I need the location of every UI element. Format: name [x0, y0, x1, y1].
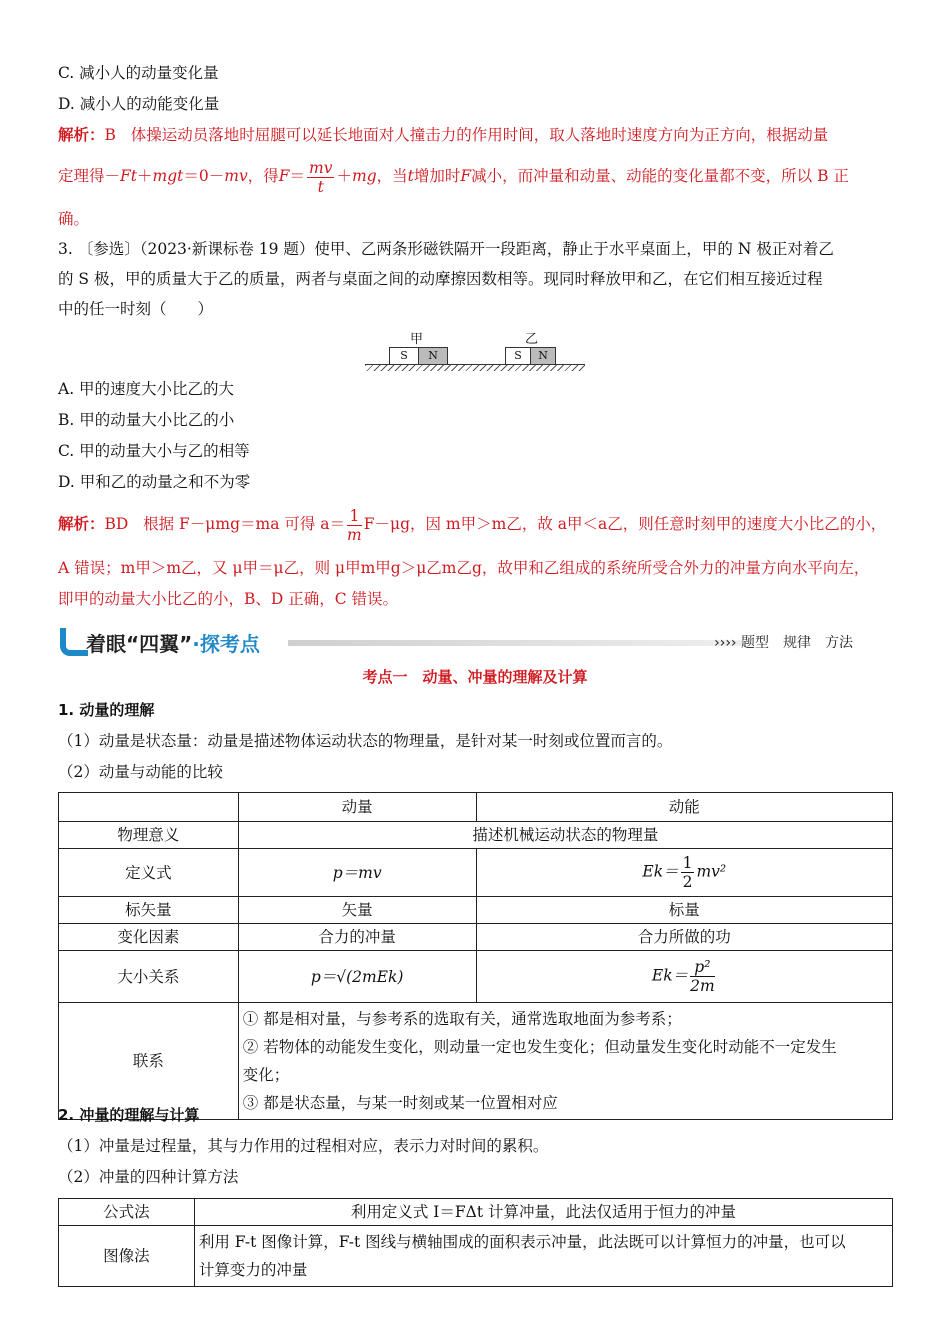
fraction-1-over-m — [347, 507, 362, 544]
q2-answer-line-2 — [58, 158, 892, 196]
table-head-momentum: 动量 — [238, 793, 476, 822]
formula-ek: Ek＝ — [642, 862, 679, 881]
table-text-1: 利用 F-t 图像计算，F-t 图线与横轴围成的面积表示冲量，此法既可以计算恒力的冲量，也可以 — [198, 1233, 846, 1251]
table-cell — [238, 1003, 892, 1120]
row-label: 定义式 — [59, 849, 239, 897]
row-label: 大小关系 — [59, 951, 239, 1003]
table-cell: 标量 — [476, 897, 892, 924]
link-item-2-cont: 变化； — [242, 1066, 290, 1084]
q3-option-c: C. 甲的动量大小与乙的相等 — [58, 442, 250, 460]
fraction-p2-over-2m — [690, 958, 715, 995]
banner-title — [86, 628, 260, 657]
banner-title-3: ·探考点 — [192, 632, 260, 656]
banner-right: ›››› 题型 规律 方法 — [714, 635, 853, 651]
math-mg: mg — [352, 167, 377, 185]
row-label: 图像法 — [59, 1226, 195, 1287]
magnet-a-north: N — [418, 347, 448, 365]
banner-hook-icon — [60, 628, 88, 656]
table-cell: 矢量 — [238, 897, 476, 924]
frac-num: 1 — [682, 854, 693, 872]
q3-stem-3: 中的任一时刻（ ） — [58, 300, 214, 318]
table-cell — [476, 951, 892, 1003]
answer-text: 根据 F－μmg＝ma 可得 a＝ — [143, 515, 346, 533]
section-heading: 考点一 动量、冲量的理解及计算 — [362, 668, 588, 686]
label-yi: 乙 — [525, 332, 539, 347]
q2-answer-line-3: 确。 — [58, 210, 90, 228]
table-cell — [238, 951, 476, 1003]
table-cell: 合力的冲量 — [238, 924, 476, 951]
answer-text: 定理得－ — [58, 167, 121, 185]
heading-2: 2. 冲量的理解与计算 — [58, 1106, 200, 1124]
magnet-a-south: S — [389, 347, 419, 365]
table-cell — [238, 849, 476, 897]
table-head-empty — [59, 793, 239, 822]
frac-num: 1 — [347, 507, 362, 526]
answer-text: ，得 — [247, 167, 279, 185]
option-d: D. 减小人的动能变化量 — [58, 95, 220, 113]
frac-den: 2 — [682, 873, 693, 891]
answer-text: ，当 — [376, 167, 408, 185]
frac-den: 2m — [690, 977, 715, 995]
answer-text: ＋ — [336, 167, 352, 185]
q3-option-d: D. 甲和乙的动量之和不为零 — [58, 473, 251, 491]
math-f: F — [460, 167, 472, 185]
frac-den: m — [347, 525, 362, 544]
table-cell: 利用定义式 I＝FΔt 计算冲量，此法仅适用于恒力的冲量 — [194, 1199, 892, 1226]
q3-answer-line-2: A 错误；m甲＞m乙，又 μ甲＝μ乙，则 μ甲m甲g＞μ乙m乙g，故甲和乙组成的系统所受合外力的冲量方向水平向左， — [58, 559, 870, 577]
math-mv: mv — [224, 167, 248, 185]
answer-label: 解析： — [58, 514, 105, 533]
formula-mv2: mv² — [696, 862, 727, 881]
banner-title-1: 着眼 — [86, 632, 126, 656]
magnets-figure — [365, 328, 585, 374]
banner-bar — [288, 640, 743, 646]
comparison-table — [58, 792, 893, 1120]
q3-stem-1: 3. 〔参选〕（2023·新课标卷 19 题）使甲、乙两条形磁铁隔开一段距离，静止于水平桌面上，甲的 N 极正对着乙 — [58, 240, 834, 258]
frac-num: mv — [309, 158, 333, 177]
option-c: C. 减小人的动量变化量 — [58, 64, 219, 82]
para-1: （1）动量是状态量：动量是描述物体运动状态的物理量，是针对某一时刻或位置而言的。 — [58, 732, 673, 750]
fraction-half — [681, 854, 695, 891]
banner-title-2: “四翼” — [126, 632, 193, 656]
answer-text: F－μg，因 m甲＞m乙，故 a甲＜a乙，则任意时刻甲的速度大小比乙的小， — [363, 515, 887, 533]
frac-den: t — [317, 177, 324, 196]
table-cell: 描述机械运动状态的物理量 — [238, 822, 892, 849]
q3-answer-line-1 — [58, 506, 892, 544]
answer-key: BD — [104, 515, 129, 533]
section-banner — [58, 624, 893, 660]
answer-text: 增加时 — [413, 167, 461, 185]
answer-text: ＝ — [289, 167, 306, 185]
row-label: 变化因素 — [59, 924, 239, 951]
q3-option-b: B. 甲的动量大小比乙的小 — [58, 411, 235, 429]
math-t: t — [407, 167, 414, 185]
para-3: （1）冲量是过程量，其与力作用的过程相对应，表示力对时间的累积。 — [58, 1137, 549, 1155]
q3-option-a: A. 甲的速度大小比乙的大 — [58, 380, 235, 398]
magnet-b-north: N — [530, 347, 556, 365]
link-item-1: ① 都是相对量，与参考系的选取有关，通常选取地面为参考系； — [242, 1010, 682, 1028]
link-item-2: ② 若物体的动能发生变化，则动量一定也发生变化；但动量发生变化时动能不一定发生 — [242, 1038, 837, 1056]
fraction-mv-over-t — [307, 159, 334, 196]
row-label: 联系 — [59, 1003, 239, 1120]
label-jia: 甲 — [410, 332, 424, 347]
math-ft: Ft — [120, 167, 137, 185]
math-f: F — [278, 167, 290, 185]
para-4: （2）冲量的四种计算方法 — [58, 1168, 239, 1186]
answer-text: 体操运动员落地时屈腿可以延长地面对人撞击力的作用时间，取人落地时速度方向为正方向，根据动量 — [130, 126, 829, 144]
answer-key: B — [104, 126, 116, 144]
magnet-b-south: S — [505, 347, 531, 365]
link-item-3: ③ 都是状态量，与某一时刻或某一位置相对应 — [242, 1094, 558, 1112]
row-label: 标矢量 — [59, 897, 239, 924]
q3-answer-line-3: 即甲的动量大小比乙的小，B、D 正确，C 错误。 — [58, 590, 399, 608]
formula-ek: Ek＝ — [651, 966, 689, 985]
table-hatching — [365, 365, 585, 371]
impulse-method-table — [58, 1198, 893, 1287]
heading-1: 1. 动量的理解 — [58, 701, 155, 719]
q3-stem-2: 的 S 极，甲的质量大于乙的质量，两者与桌面之间的动摩擦因数相等。现同时释放甲和乙，在它们相互接近过程 — [58, 270, 823, 288]
row-label: 物理意义 — [59, 822, 239, 849]
answer-label: 解析： — [58, 125, 105, 144]
row-label: 公式法 — [59, 1199, 195, 1226]
answer-text: 减小，而冲量和动量、动能的变化量都不变，所以 B 正 — [471, 167, 849, 185]
answer-text: ＋ — [137, 167, 153, 185]
math-mgt: mgt — [152, 167, 184, 185]
table-head-kinetic: 动能 — [476, 793, 892, 822]
table-cell — [194, 1226, 892, 1287]
table-cell — [476, 849, 892, 897]
answer-text: ＝0－ — [183, 167, 225, 185]
para-2: （2）动量与动能的比较 — [58, 763, 223, 781]
q2-answer-line-1 — [58, 124, 892, 146]
frac-num: p² — [694, 958, 711, 976]
table-cell: 合力所做的功 — [476, 924, 892, 951]
formula-p: p＝mv — [332, 863, 382, 882]
formula-p-sqrt: p＝√(2mEk) — [310, 967, 404, 986]
table-text-2: 计算变力的冲量 — [198, 1261, 308, 1279]
